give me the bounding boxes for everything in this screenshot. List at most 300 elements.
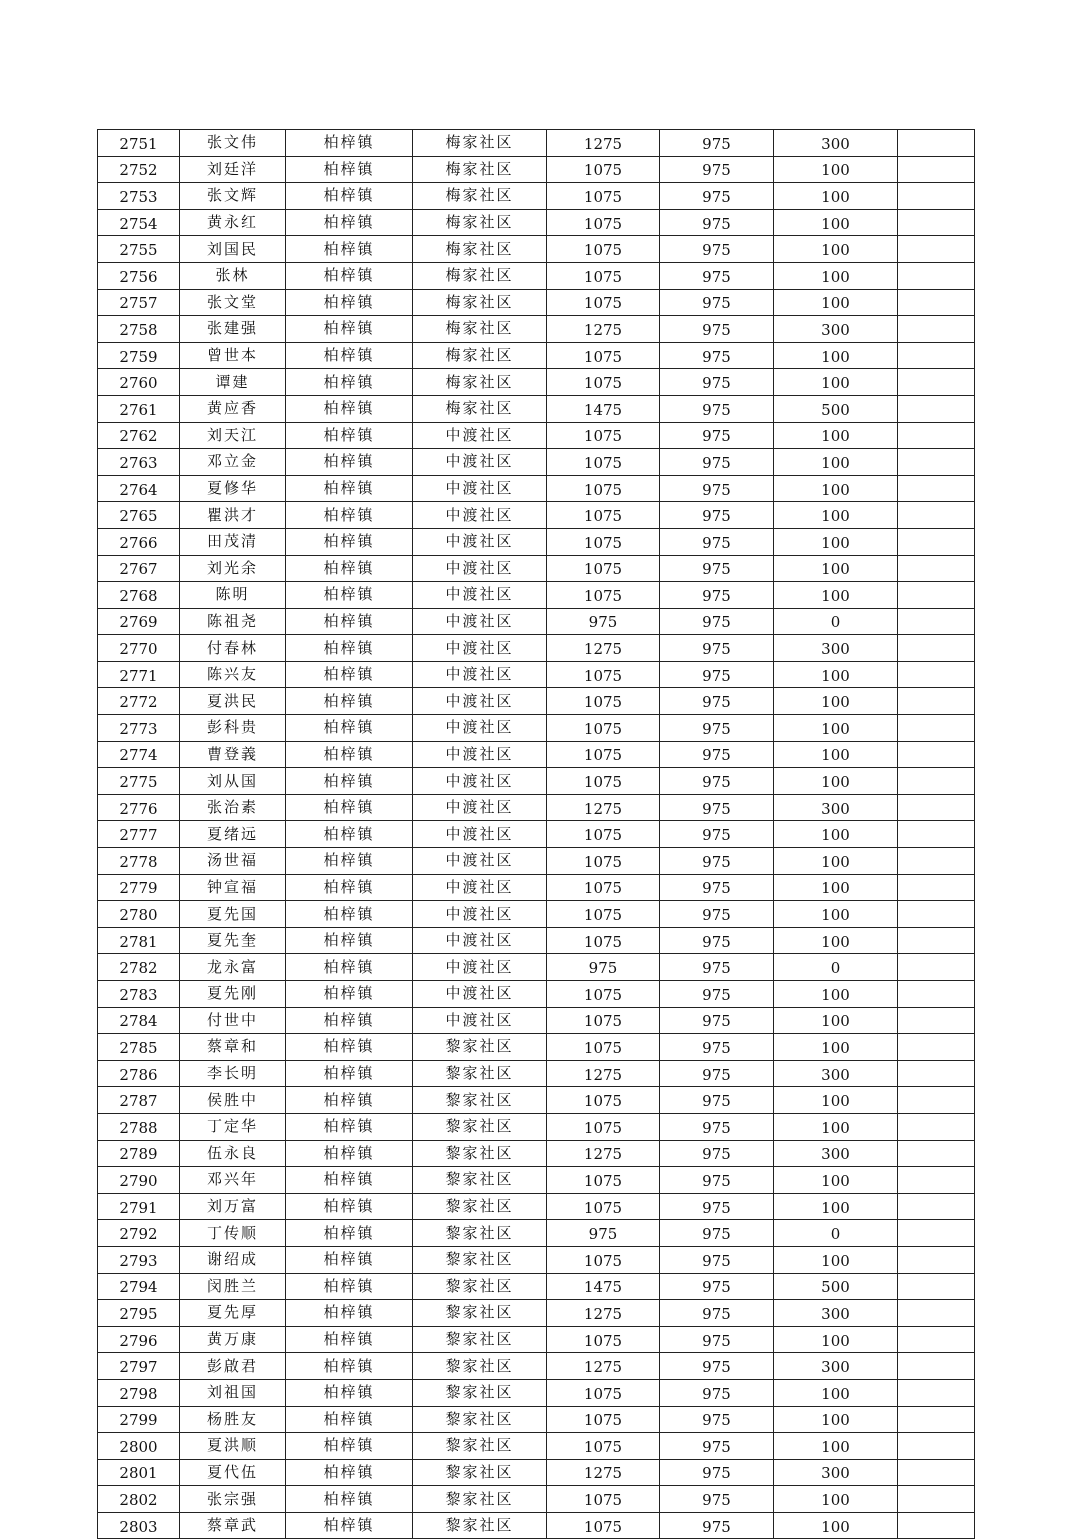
amount-b-cell: 975 [660,1353,774,1380]
remark-cell [898,183,975,210]
amount-a-cell: 1075 [547,741,660,768]
table-row [98,555,975,582]
table-row [98,848,975,875]
amount-a-cell: 1075 [547,848,660,875]
amount-a-cell: 1075 [547,528,660,555]
name-cell: 张宗强 [180,1486,286,1513]
remark-cell [898,1193,975,1220]
serial-cell: 2788 [98,1113,180,1140]
table-row [98,741,975,768]
amount-a-cell: 975 [547,1220,660,1247]
serial-cell: 2762 [98,422,180,449]
amount-b-cell: 975 [660,1512,774,1539]
amount-b-cell: 975 [660,1459,774,1486]
serial-cell: 2751 [98,130,180,157]
remark-cell [898,1326,975,1353]
serial-cell: 2760 [98,369,180,396]
name-cell: 黄永红 [180,209,286,236]
difference-cell: 100 [774,768,898,795]
difference-cell: 100 [774,1433,898,1460]
town-cell: 柏梓镇 [286,1007,413,1034]
amount-b-cell: 975 [660,1326,774,1353]
amount-a-cell: 1275 [547,635,660,662]
difference-cell: 100 [774,236,898,263]
serial-cell: 2756 [98,262,180,289]
serial-cell: 2770 [98,635,180,662]
remark-cell [898,981,975,1008]
amount-a-cell: 1275 [547,1060,660,1087]
town-cell: 柏梓镇 [286,1060,413,1087]
name-cell: 夏代伍 [180,1459,286,1486]
town-cell: 柏梓镇 [286,1459,413,1486]
amount-a-cell: 1475 [547,395,660,422]
amount-a-cell: 1075 [547,661,660,688]
table-row [98,289,975,316]
remark-cell [898,741,975,768]
remark-cell [898,582,975,609]
difference-cell: 100 [774,1193,898,1220]
serial-cell: 2753 [98,183,180,210]
remark-cell [898,1512,975,1539]
amount-b-cell: 975 [660,1140,774,1167]
amount-a-cell: 1275 [547,794,660,821]
serial-cell: 2786 [98,1060,180,1087]
name-cell: 张治素 [180,794,286,821]
difference-cell: 300 [774,1060,898,1087]
difference-cell: 300 [774,1459,898,1486]
amount-a-cell: 1275 [547,1300,660,1327]
community-cell: 梅家社区 [413,262,547,289]
amount-b-cell: 975 [660,449,774,476]
difference-cell: 100 [774,927,898,954]
community-cell: 黎家社区 [413,1140,547,1167]
name-cell: 张建强 [180,316,286,343]
amount-a-cell: 1075 [547,262,660,289]
amount-b-cell: 975 [660,927,774,954]
amount-b-cell: 975 [660,130,774,157]
serial-cell: 2757 [98,289,180,316]
table-row [98,369,975,396]
community-cell: 黎家社区 [413,1300,547,1327]
amount-b-cell: 975 [660,209,774,236]
serial-cell: 2772 [98,688,180,715]
difference-cell: 100 [774,1379,898,1406]
table-row [98,1140,975,1167]
community-cell: 中渡社区 [413,582,547,609]
town-cell: 柏梓镇 [286,1140,413,1167]
remark-cell [898,848,975,875]
amount-b-cell: 975 [660,874,774,901]
remark-cell [898,262,975,289]
serial-cell: 2778 [98,848,180,875]
remark-cell [898,1220,975,1247]
name-cell: 丁传顺 [180,1220,286,1247]
community-cell: 梅家社区 [413,369,547,396]
serial-cell: 2792 [98,1220,180,1247]
community-cell: 黎家社区 [413,1113,547,1140]
amount-b-cell: 975 [660,1007,774,1034]
table-row [98,901,975,928]
difference-cell: 100 [774,582,898,609]
amount-b-cell: 975 [660,369,774,396]
amount-b-cell: 975 [660,1273,774,1300]
serial-cell: 2783 [98,981,180,1008]
community-cell: 中渡社区 [413,688,547,715]
town-cell: 柏梓镇 [286,395,413,422]
town-cell: 柏梓镇 [286,715,413,742]
town-cell: 柏梓镇 [286,316,413,343]
community-cell: 黎家社区 [413,1246,547,1273]
community-cell: 中渡社区 [413,608,547,635]
difference-cell: 100 [774,981,898,1008]
town-cell: 柏梓镇 [286,1353,413,1380]
difference-cell: 0 [774,608,898,635]
name-cell: 蔡章武 [180,1512,286,1539]
amount-b-cell: 975 [660,768,774,795]
table-row [98,1300,975,1327]
difference-cell: 100 [774,1326,898,1353]
difference-cell: 100 [774,1406,898,1433]
remark-cell [898,954,975,981]
amount-a-cell: 1075 [547,1034,660,1061]
amount-b-cell: 975 [660,688,774,715]
difference-cell: 100 [774,342,898,369]
amount-b-cell: 975 [660,236,774,263]
difference-cell: 100 [774,422,898,449]
name-cell: 邓兴年 [180,1167,286,1194]
serial-cell: 2796 [98,1326,180,1353]
remark-cell [898,1060,975,1087]
difference-cell: 0 [774,954,898,981]
name-cell: 瞿洪才 [180,502,286,529]
remark-cell [898,422,975,449]
name-cell: 刘光余 [180,555,286,582]
serial-cell: 2800 [98,1433,180,1460]
amount-a-cell: 1075 [547,1326,660,1353]
town-cell: 柏梓镇 [286,901,413,928]
town-cell: 柏梓镇 [286,1379,413,1406]
remark-cell [898,528,975,555]
difference-cell: 100 [774,1486,898,1513]
difference-cell: 500 [774,1273,898,1300]
serial-cell: 2780 [98,901,180,928]
community-cell: 梅家社区 [413,183,547,210]
community-cell: 中渡社区 [413,901,547,928]
table-row [98,1406,975,1433]
difference-cell: 300 [774,1300,898,1327]
community-cell: 黎家社区 [413,1486,547,1513]
community-cell: 梅家社区 [413,395,547,422]
table-row [98,528,975,555]
amount-b-cell: 975 [660,1087,774,1114]
remark-cell [898,395,975,422]
difference-cell: 100 [774,475,898,502]
amount-b-cell: 975 [660,1300,774,1327]
table-row [98,395,975,422]
remark-cell [898,1273,975,1300]
remark-cell [898,209,975,236]
table-row [98,475,975,502]
community-cell: 黎家社区 [413,1193,547,1220]
community-cell: 黎家社区 [413,1433,547,1460]
difference-cell: 100 [774,848,898,875]
town-cell: 柏梓镇 [286,369,413,396]
serial-cell: 2774 [98,741,180,768]
name-cell: 李长明 [180,1060,286,1087]
remark-cell [898,369,975,396]
name-cell: 夏绪远 [180,821,286,848]
town-cell: 柏梓镇 [286,582,413,609]
town-cell: 柏梓镇 [286,183,413,210]
amount-b-cell: 975 [660,1246,774,1273]
amount-a-cell: 1075 [547,342,660,369]
serial-cell: 2789 [98,1140,180,1167]
table-row [98,422,975,449]
town-cell: 柏梓镇 [286,1300,413,1327]
amount-a-cell: 1075 [547,475,660,502]
remark-cell [898,1406,975,1433]
town-cell: 柏梓镇 [286,475,413,502]
difference-cell: 100 [774,821,898,848]
table-row [98,1034,975,1061]
difference-cell: 100 [774,502,898,529]
serial-cell: 2773 [98,715,180,742]
serial-cell: 2764 [98,475,180,502]
table-row [98,715,975,742]
serial-cell: 2767 [98,555,180,582]
name-cell: 陈祖尧 [180,608,286,635]
name-cell: 夏洪民 [180,688,286,715]
serial-cell: 2795 [98,1300,180,1327]
amount-a-cell: 975 [547,608,660,635]
town-cell: 柏梓镇 [286,156,413,183]
remark-cell [898,1007,975,1034]
town-cell: 柏梓镇 [286,1433,413,1460]
serial-cell: 2791 [98,1193,180,1220]
table-row [98,209,975,236]
community-cell: 黎家社区 [413,1353,547,1380]
table-row [98,1353,975,1380]
serial-cell: 2793 [98,1246,180,1273]
town-cell: 柏梓镇 [286,848,413,875]
amount-a-cell: 1075 [547,449,660,476]
name-cell: 刘万富 [180,1193,286,1220]
name-cell: 夏先国 [180,901,286,928]
serial-cell: 2782 [98,954,180,981]
table-row [98,1486,975,1513]
name-cell: 夏先刚 [180,981,286,1008]
town-cell: 柏梓镇 [286,768,413,795]
name-cell: 付春林 [180,635,286,662]
amount-b-cell: 975 [660,821,774,848]
town-cell: 柏梓镇 [286,874,413,901]
difference-cell: 100 [774,901,898,928]
amount-b-cell: 975 [660,1034,774,1061]
town-cell: 柏梓镇 [286,555,413,582]
remark-cell [898,1034,975,1061]
name-cell: 刘天江 [180,422,286,449]
name-cell: 曹登義 [180,741,286,768]
name-cell: 谢绍成 [180,1246,286,1273]
amount-a-cell: 1275 [547,1353,660,1380]
table-row [98,1433,975,1460]
community-cell: 黎家社区 [413,1034,547,1061]
community-cell: 中渡社区 [413,635,547,662]
data-table [97,129,975,1539]
community-cell: 黎家社区 [413,1220,547,1247]
town-cell: 柏梓镇 [286,236,413,263]
serial-cell: 2754 [98,209,180,236]
community-cell: 梅家社区 [413,316,547,343]
amount-a-cell: 1475 [547,1273,660,1300]
town-cell: 柏梓镇 [286,502,413,529]
amount-a-cell: 1275 [547,316,660,343]
name-cell: 蔡章和 [180,1034,286,1061]
town-cell: 柏梓镇 [286,608,413,635]
difference-cell: 100 [774,183,898,210]
serial-cell: 2768 [98,582,180,609]
town-cell: 柏梓镇 [286,262,413,289]
town-cell: 柏梓镇 [286,130,413,157]
name-cell: 夏先厚 [180,1300,286,1327]
community-cell: 中渡社区 [413,449,547,476]
name-cell: 邓立金 [180,449,286,476]
name-cell: 张文辉 [180,183,286,210]
serial-cell: 2771 [98,661,180,688]
difference-cell: 300 [774,794,898,821]
difference-cell: 100 [774,289,898,316]
amount-a-cell: 1075 [547,874,660,901]
difference-cell: 100 [774,688,898,715]
difference-cell: 100 [774,1167,898,1194]
serial-cell: 2752 [98,156,180,183]
table-row [98,236,975,263]
table-row [98,608,975,635]
difference-cell: 100 [774,874,898,901]
serial-cell: 2758 [98,316,180,343]
town-cell: 柏梓镇 [286,741,413,768]
amount-a-cell: 1075 [547,1246,660,1273]
serial-cell: 2759 [98,342,180,369]
serial-cell: 2803 [98,1512,180,1539]
community-cell: 梅家社区 [413,209,547,236]
table-row [98,183,975,210]
serial-cell: 2798 [98,1379,180,1406]
name-cell: 刘从国 [180,768,286,795]
difference-cell: 300 [774,130,898,157]
serial-cell: 2763 [98,449,180,476]
community-cell: 黎家社区 [413,1326,547,1353]
amount-a-cell: 1075 [547,1007,660,1034]
table-row [98,821,975,848]
amount-a-cell: 1075 [547,927,660,954]
serial-cell: 2799 [98,1406,180,1433]
amount-a-cell: 1075 [547,1379,660,1406]
remark-cell [898,1459,975,1486]
remark-cell [898,715,975,742]
amount-b-cell: 975 [660,848,774,875]
amount-b-cell: 975 [660,289,774,316]
community-cell: 中渡社区 [413,475,547,502]
amount-b-cell: 975 [660,741,774,768]
amount-b-cell: 975 [660,1486,774,1513]
town-cell: 柏梓镇 [286,1113,413,1140]
amount-a-cell: 1075 [547,1512,660,1539]
community-cell: 中渡社区 [413,768,547,795]
remark-cell [898,236,975,263]
amount-b-cell: 975 [660,1167,774,1194]
remark-cell [898,794,975,821]
amount-a-cell: 1275 [547,130,660,157]
amount-a-cell: 1075 [547,209,660,236]
community-cell: 中渡社区 [413,821,547,848]
difference-cell: 500 [774,395,898,422]
remark-cell [898,342,975,369]
community-cell: 中渡社区 [413,954,547,981]
community-cell: 黎家社区 [413,1459,547,1486]
difference-cell: 100 [774,1113,898,1140]
name-cell: 曾世本 [180,342,286,369]
amount-b-cell: 975 [660,794,774,821]
table-row [98,1113,975,1140]
difference-cell: 100 [774,715,898,742]
name-cell: 汤世福 [180,848,286,875]
name-cell: 丁定华 [180,1113,286,1140]
amount-b-cell: 975 [660,1060,774,1087]
name-cell: 陈明 [180,582,286,609]
amount-a-cell: 1075 [547,1193,660,1220]
amount-a-cell: 1075 [547,768,660,795]
community-cell: 梅家社区 [413,130,547,157]
remark-cell [898,475,975,502]
remark-cell [898,1113,975,1140]
town-cell: 柏梓镇 [286,1193,413,1220]
community-cell: 中渡社区 [413,874,547,901]
amount-a-cell: 1075 [547,1113,660,1140]
name-cell: 伍永良 [180,1140,286,1167]
remark-cell [898,927,975,954]
table-row [98,449,975,476]
community-cell: 梅家社区 [413,156,547,183]
table-body [98,130,975,1539]
table-row [98,794,975,821]
remark-cell [898,768,975,795]
name-cell: 彭科贵 [180,715,286,742]
difference-cell: 100 [774,1087,898,1114]
table-row [98,1060,975,1087]
community-cell: 黎家社区 [413,1406,547,1433]
town-cell: 柏梓镇 [286,342,413,369]
name-cell: 夏先奎 [180,927,286,954]
amount-a-cell: 1075 [547,715,660,742]
table-row [98,981,975,1008]
table-row [98,768,975,795]
amount-b-cell: 975 [660,156,774,183]
serial-cell: 2766 [98,528,180,555]
community-cell: 梅家社区 [413,289,547,316]
difference-cell: 100 [774,555,898,582]
amount-b-cell: 975 [660,1220,774,1247]
town-cell: 柏梓镇 [286,1167,413,1194]
table-row [98,1326,975,1353]
amount-b-cell: 975 [660,475,774,502]
amount-b-cell: 975 [660,1379,774,1406]
remark-cell [898,316,975,343]
serial-cell: 2790 [98,1167,180,1194]
table-row [98,954,975,981]
remark-cell [898,1140,975,1167]
serial-cell: 2802 [98,1486,180,1513]
